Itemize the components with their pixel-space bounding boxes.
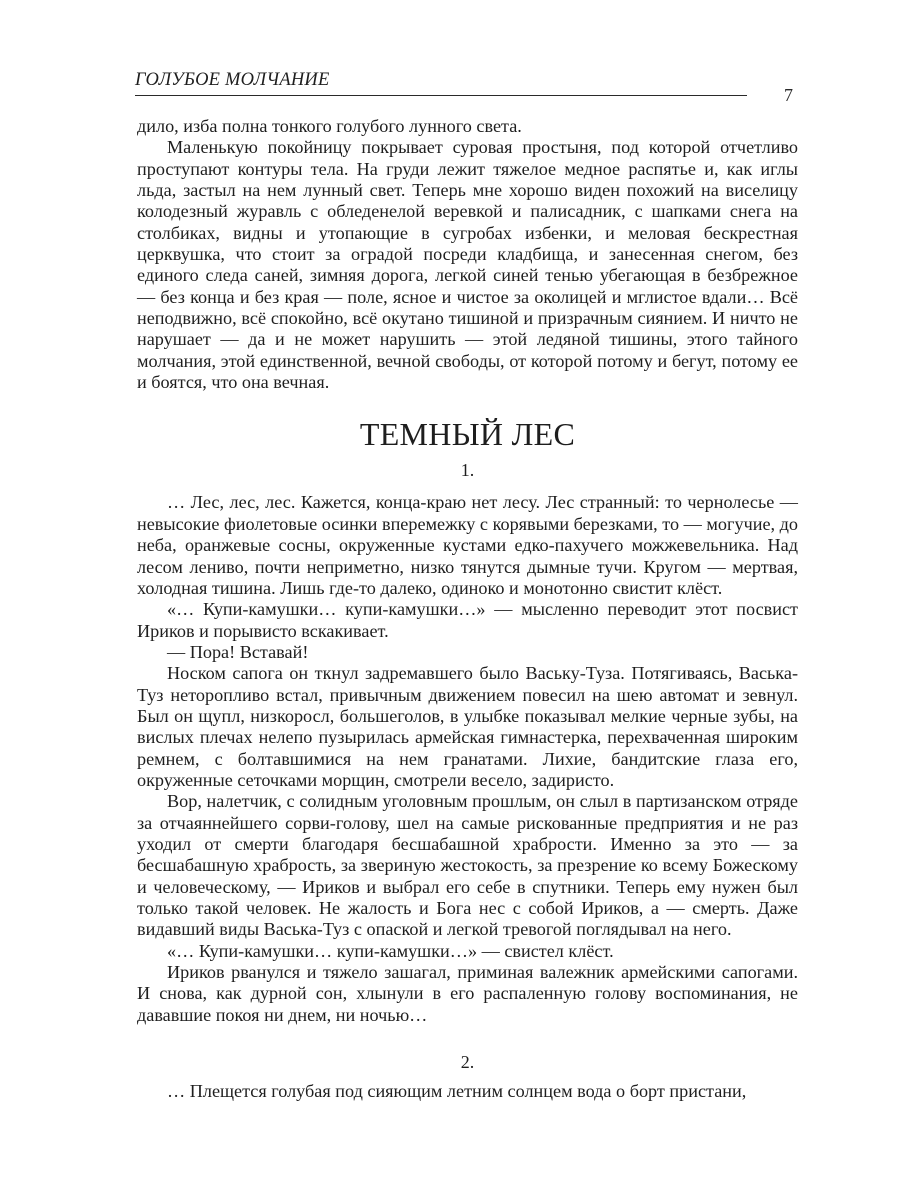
paragraph: … Плещется голубая под сияющим летним солнцем вода о борт пристани, [167,1081,747,1102]
paragraph: «… Купи-камушки… купи-камушки…» — свистел клёст. [167,940,614,961]
paragraph: … Лес, лес, лес. Кажется, конца-краю нет лесу. Лес странный: то чернолесье — невысокие фиолетовые осинки вперемежку с корявыми березками, то — могучие, до неба, оранжевые сосны, окруженные кустами едко-пахучего можжевельника. Над лесом лениво, почти неприметно, низко тянутся дымные тучи. Кругом — мертвая, холодная тишина. Лишь где-то далеко, одиноко и монотонно свистит клёст. [137,492,798,598]
body-text [137,116,798,1102]
section-number: 2. [460,1052,475,1073]
running-title: ГОЛУБОЕ МОЛЧАНИЕ [135,70,330,90]
page-number: 7 [784,85,793,105]
paragraph: — Пора! Вставай! [167,641,309,662]
paragraph: Вор, налетчик, с солидным уголовным прошлым, он слыл в партизанском отряде за отчаяннейшего сорви-голову, шел на самые рискованные предприятия и не раз уходил от смерти благодаря бесшабашной храбрости. Именно за это — за бесшабашную храбрость, за звериную жестокость, за презрение ко всему Божескому и человеческому, — Ириков и выбрал его себе в спутники. Теперь ему нужен был только такой человек. Не жалость и Бога нес с собой Ириков, а — смерть. Даже видавший виды Васька-Туз с опаской и легкой тревогой поглядывал на него. [137,791,798,940]
section-number: 1. [460,460,475,481]
paragraph: Носком сапога он ткнул задремавшего было Ваську-Туза. Потягиваясь, Васька-Туз неторопливо встал, привычным движением повесил на шею автомат и зевнул. Был он щупл, низкоросл, большеголов, в улыбке показывал мелкие черные зубы, на вислых плечах нелепо пузырилась армейская гимнастерка, перехваченная широким ремнем, с болтавшимися на нем гранатами. Лихие, бандитские глаза его, окруженные сеточками морщин, смотрели весело, задиристо. [137,663,798,790]
paragraph: Ириков рванулся и тяжело зашагал, приминая валежник армейскими сапогами. И снова, как дурной сон, хлынули в его распаленную голову воспоминания, не дававшие покоя ни днем, ни ночью… [137,962,798,1025]
paragraph: дило, изба полна тонкого голубого лунного света. [137,116,522,136]
running-header [135,68,747,96]
chapter-title: ТЕМНЫЙ ЛЕС [359,416,576,453]
paragraph: «… Купи-камушки… купи-камушки…» — мысленно переводит этот посвист Ириков и порывисто вскакивает. [137,599,798,641]
paragraph: Маленькую покойницу покрывает суровая простыня, под которой отчетливо проступают контуры тела. На груди лежит тяжелое медное распятье и, как иглы льда, застыл на нем лунный свет. Теперь мне хорошо виден похожий на виселицу колодезный журавль с обледенелой веревкой и палисадник, с шапками снега на столбиках, видны и утопающие в сугробах избенки, и меловая бескрестная церквушка, что стоит за оградой посреди кладбища, и занесенная снегом, без единого следа саней, зимняя дорога, легкой синей тенью убегающая в безбрежное — без конца и без края — поле, ясное и чистое за околицей и мглистое вдали… Всё неподвижно, всё спокойно, всё окутано тишиной и призрачным сиянием. И ничто не нарушает — да и не может нарушить — этой ледяной тишины, этого тайного молчания, этой единственной, вечной свободы, от которой потому и бегут, потому ее и боятся, что она вечная. [137,137,798,393]
